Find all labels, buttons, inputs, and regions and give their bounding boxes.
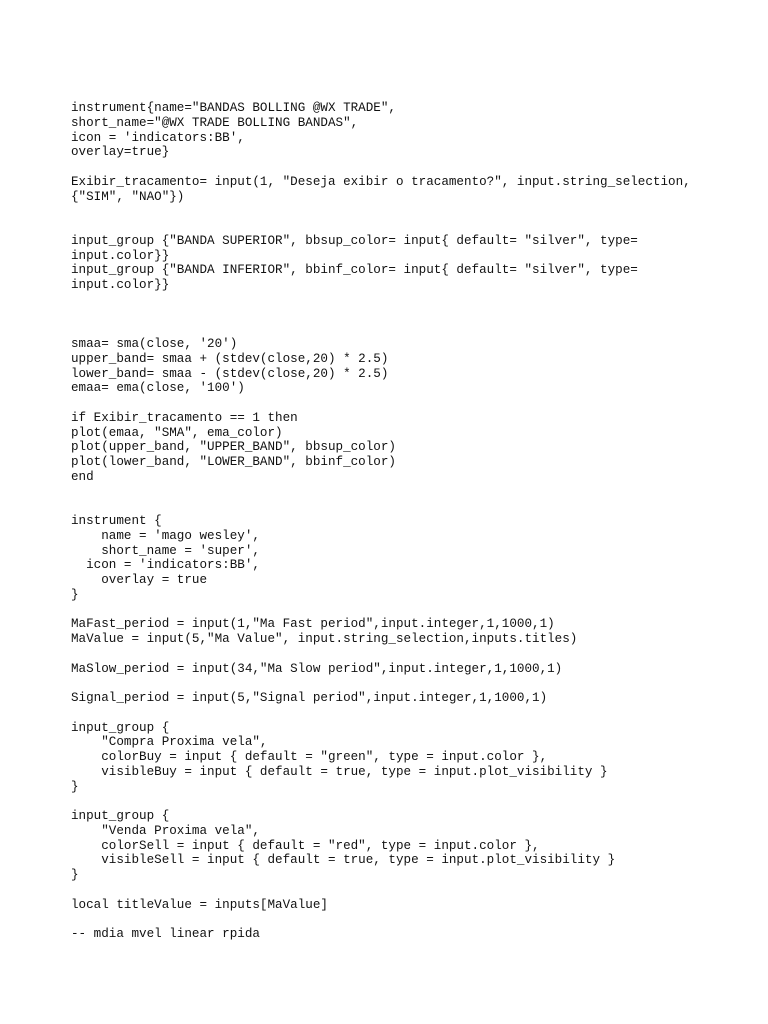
code-line: instrument{name="BANDAS BOLLING @WX TRADE",: [71, 101, 396, 115]
code-line: plot(lower_band, "LOWER_BAND", bbinf_color): [71, 455, 396, 469]
code-line: input_group {: [71, 720, 170, 735]
code-line: input.color}}: [71, 278, 170, 292]
code-line: "Venda Proxima vela",: [71, 823, 260, 838]
code-line: [71, 219, 751, 234]
code-line: name = 'mago wesley',: [71, 528, 260, 543]
code-line: input_group {: [71, 809, 170, 823]
code-line: MaSlow_period = input(34,"Ma Slow period",input.integer,1,1000,1): [71, 661, 563, 676]
code-line: "Compra Proxima vela",: [71, 735, 268, 750]
code-line: }: [71, 779, 79, 794]
code-line: emaa= ema(close, '100'): [71, 381, 245, 396]
code-line: [71, 883, 751, 898]
code-line: colorSell = input { default = "red", type = input.color },: [71, 838, 540, 853]
code-line: [71, 160, 751, 175]
code-line: [71, 499, 751, 514]
code-line: [71, 293, 751, 308]
code-listing: [71, 101, 751, 942]
code-line: colorBuy = input { default = "green", type = input.color },: [71, 750, 548, 764]
code-line: short_name = 'super',: [71, 543, 260, 558]
code-line: [71, 322, 751, 337]
code-line: [71, 396, 751, 411]
code-line: [71, 794, 751, 809]
code-line: -- mdia mvel linear rpida: [71, 927, 260, 941]
code-line: {"SIM", "NAO"}): [71, 189, 185, 204]
code-line: MaValue = input(5,"Ma Value", input.string_selection,inputs.titles): [71, 632, 578, 646]
code-line: if Exibir_tracamento == 1 then: [71, 410, 298, 425]
code-line: [71, 485, 751, 500]
code-line: [71, 912, 751, 927]
code-line: }: [71, 587, 79, 602]
code-line: [71, 308, 751, 323]
code-line: input_group {"BANDA INFERIOR", bbinf_color= input{ default= "silver", type=: [71, 263, 638, 278]
code-line: [71, 676, 751, 691]
code-line: plot(emaa, "SMA", ema_color): [71, 425, 283, 440]
code-line: Signal_period = input(5,"Signal period",input.integer,1,1000,1): [71, 691, 548, 705]
code-line: input_group {"BANDA SUPERIOR", bbsup_color= input{ default= "silver", type=: [71, 233, 638, 248]
code-line: instrument {: [71, 514, 162, 528]
code-line: end: [71, 469, 94, 484]
code-line: input.color}}: [71, 248, 170, 263]
code-line: visibleSell = input { default = true, type = input.plot_visibility }: [71, 853, 616, 868]
code-line: overlay=true}: [71, 145, 170, 160]
code-line: icon = 'indicators:BB',: [71, 558, 260, 573]
code-line: icon = 'indicators:BB',: [71, 130, 245, 145]
code-line: smaa= sma(close, '20'): [71, 337, 238, 351]
code-line: [71, 603, 751, 618]
code-line: overlay = true: [71, 573, 208, 587]
code-line: local titleValue = inputs[MaValue]: [71, 897, 328, 912]
code-line: [71, 706, 751, 721]
code-line: plot(upper_band, "UPPER_BAND", bbsup_color): [71, 440, 396, 455]
code-line: [71, 647, 751, 662]
code-line: [71, 204, 751, 219]
code-line: }: [71, 868, 79, 882]
code-line: Exibir_tracamento= input(1, "Deseja exibir o tracamento?", input.string_selection,: [71, 174, 691, 189]
code-line: visibleBuy = input { default = true, type = input.plot_visibility }: [71, 764, 608, 779]
code-line: short_name="@WX TRADE BOLLING BANDAS",: [71, 115, 359, 130]
code-line: upper_band= smaa + (stdev(close,20) * 2.5): [71, 351, 389, 366]
code-line: MaFast_period = input(1,"Ma Fast period",input.integer,1,1000,1): [71, 617, 555, 632]
code-line: lower_band= smaa - (stdev(close,20) * 2.5): [71, 366, 389, 381]
